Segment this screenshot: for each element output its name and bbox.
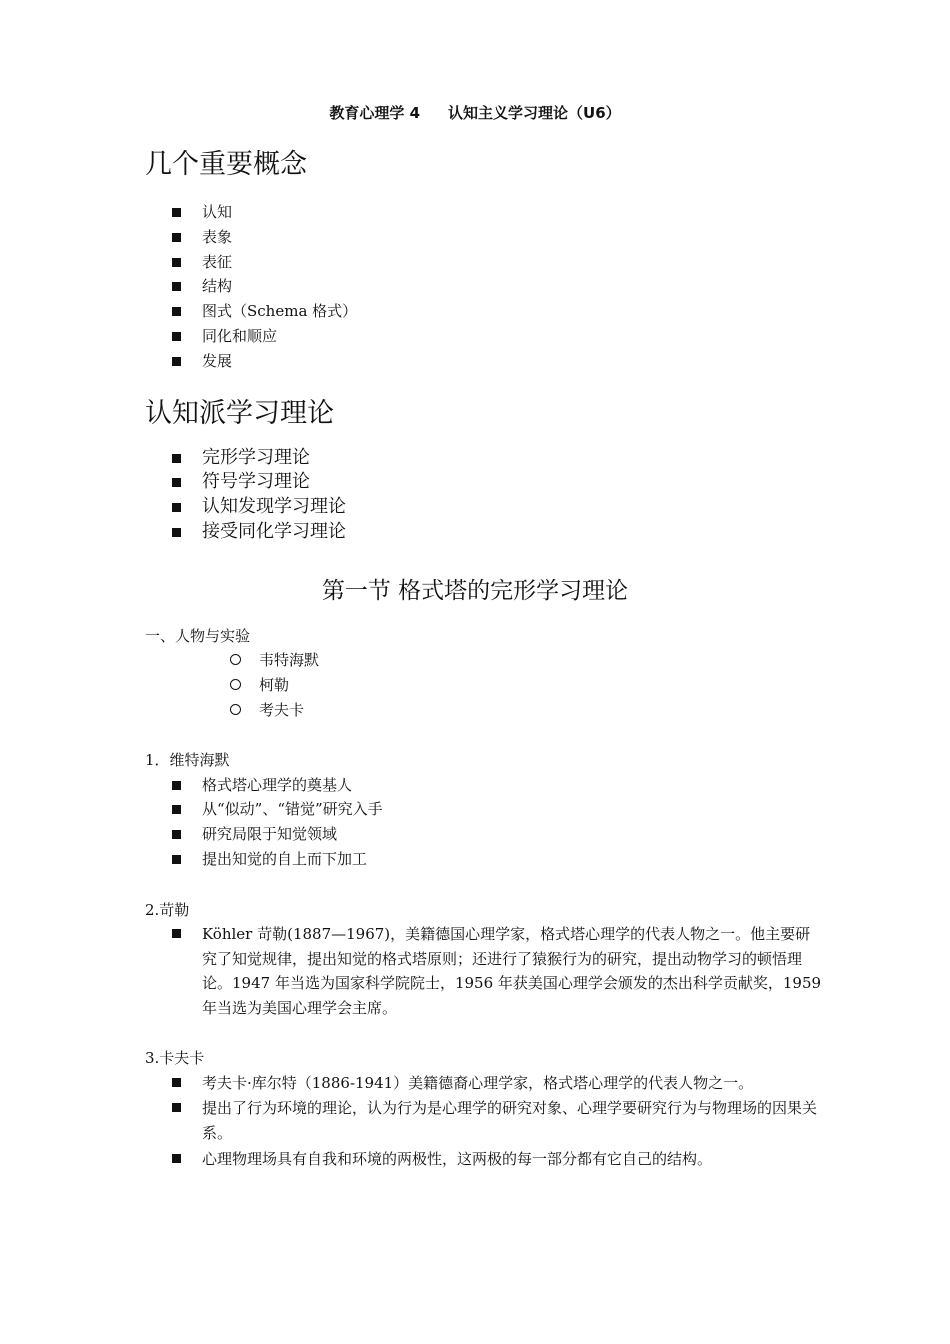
bullet-square-icon bbox=[172, 208, 181, 217]
bullet-square-icon bbox=[172, 855, 181, 864]
bullet-square-icon bbox=[172, 1103, 181, 1112]
list-item: 考夫卡·库尔特（1886-1941）美籍德裔心理学家，格式塔心理学的代表人物之一。 bbox=[172, 1071, 822, 1096]
kohler-paragraph-text: Köhler 苛勒(1887—1967)，美籍德国心理学家，格式塔心理学的代表人物之一。他主要研究了知觉规律，提出知觉的格式塔原则；还进行了猿猴行为的研究，提出动物学习的顿悟理论。1947 年当选为国家科学院院士，1956 年获美国心理学会颁发的杰出科学贡献奖，1959 年当选为美国心理学会主席。 bbox=[202, 925, 822, 1017]
bullet-square-icon bbox=[172, 781, 181, 790]
bullet-square-icon bbox=[172, 929, 181, 938]
section-heading-concepts: 几个重要概念 bbox=[145, 149, 307, 180]
bullet-square-icon bbox=[172, 233, 181, 242]
bullet-square-icon bbox=[172, 528, 181, 537]
person-heading-koffka: 3.卡夫卡 bbox=[145, 1049, 205, 1067]
bullet-square-icon bbox=[172, 454, 181, 463]
bullet-square-icon bbox=[172, 258, 181, 267]
bullet-square-icon bbox=[172, 503, 181, 512]
section-heading-cognitive-theories: 认知派学习理论 bbox=[145, 398, 334, 429]
bullet-square-icon bbox=[172, 282, 181, 291]
bullet-square-icon bbox=[172, 1078, 181, 1087]
bullet-square-icon bbox=[172, 357, 181, 366]
bullet-square-icon bbox=[172, 830, 181, 839]
subheading-people-experiments: 一、人物与实验 bbox=[145, 627, 251, 645]
document-title bbox=[0, 102, 950, 123]
bullet-square-icon bbox=[172, 332, 181, 341]
bullet-square-icon bbox=[172, 1154, 181, 1163]
bullet-square-icon bbox=[172, 478, 181, 487]
bullet-circle-icon bbox=[230, 704, 241, 715]
bullet-square-icon bbox=[172, 307, 181, 316]
bullet-circle-icon bbox=[230, 654, 241, 665]
list-item: 提出了行为环境的理论，认为行为是心理学的研究对象、心理学要研究行为与物理场的因果关系。 bbox=[172, 1096, 822, 1145]
bullet-square-icon bbox=[172, 805, 181, 814]
bullet-circle-icon bbox=[230, 679, 241, 690]
kohler-paragraph bbox=[172, 922, 822, 1020]
document-title-topic: 认知主义学习理论（U6） bbox=[448, 104, 621, 122]
list-item: 心理物理场具有自我和环境的两极性，这两极的每一部分都有它自己的结构。 bbox=[172, 1147, 822, 1172]
person-heading-wertheimer: 1．维特海默 bbox=[145, 751, 230, 769]
document-title-course: 教育心理学 4 bbox=[329, 104, 421, 122]
section-heading-gestalt: 第一节 格式塔的完形学习理论 bbox=[321, 578, 629, 604]
person-heading-kohler: 2.苛勒 bbox=[145, 901, 190, 919]
